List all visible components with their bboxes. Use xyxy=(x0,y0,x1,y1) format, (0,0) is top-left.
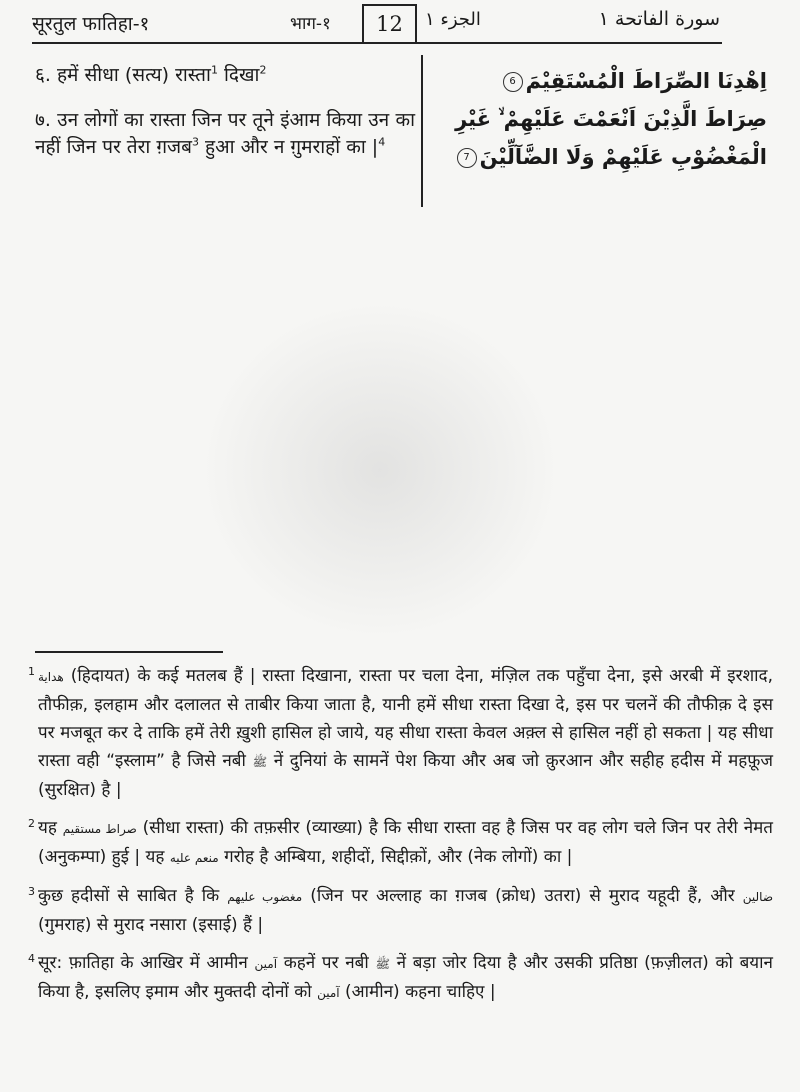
verse-6-text: ६. हमें सीधा (सत्य) रास्ता xyxy=(35,64,211,86)
footnote-text: यह xyxy=(38,818,63,838)
arabic-term: آمين xyxy=(254,957,278,971)
arabic-line-2: صِرَاطَ الَّذِيْنَ اَنْعَمْتَ عَلَيْهِمْ ۙ غَيْرِ xyxy=(455,107,767,131)
ayah-number-marker: 7 xyxy=(457,148,477,168)
footnote-text: गरोह है अम्बिया, शहीदों, सिद्दीक़ों, और (नेक लोगों) का | xyxy=(218,847,573,867)
verse-7-text-b: हुआ और न ग़ुमराहों का | xyxy=(199,136,379,158)
footnote-text: (जिन पर अल्लाह का ग़जब (क्रोध) उतरा) से मुराद यहूदी हैं, और xyxy=(302,886,743,906)
ayah-number-marker: 6 xyxy=(503,72,523,92)
verse-6-translation xyxy=(35,62,415,89)
page-number: 12 xyxy=(362,4,417,42)
footnote-rule xyxy=(35,651,223,653)
footnotes xyxy=(28,662,773,1017)
arabic-text: اِهْدِنَا الصِّرَاطَ الْمُسْتَقِيْمَ xyxy=(525,69,767,93)
bleed-through-calligraphy xyxy=(200,300,560,640)
arabic-line-3 xyxy=(432,138,767,176)
verse-7-text: ७. उन लोगों का रास्ता जिन पर तूने इंआम किया उन का नहीं जिन पर तेरा ग़जब xyxy=(35,109,415,158)
footnote-3 xyxy=(28,882,773,939)
footnote-2 xyxy=(28,814,773,872)
footnote-number: 2 xyxy=(28,817,35,830)
arabic-term: ضالين xyxy=(742,890,774,904)
translation-column xyxy=(35,62,415,179)
surah-title-hindi: सूरतुल फातिहा-१ xyxy=(32,13,150,35)
footnote-number: 4 xyxy=(28,952,35,965)
arabic-verses xyxy=(432,62,767,176)
surah-title-arabic: سورة الفاتحة ١ xyxy=(598,8,720,30)
verse-6-text-b: दिखा xyxy=(217,64,260,86)
arabic-term: هداية xyxy=(38,670,64,684)
footnote-number: 1 xyxy=(28,665,35,678)
footnote-text: नें बड़ा जोर दिया है और उसकी प्रतिष्ठा (फ़ज़ीलत) को बयान किया है, इसलिए इमाम और मुक्तदी दोनों को xyxy=(38,953,773,1002)
footnote-4 xyxy=(28,949,773,1007)
column-divider xyxy=(421,55,423,207)
footnote-text: नें दुनियां के सामनें पेश किया और अब जो क़ुरआन और सहीह हदीस में महफ़ूज (सुरक्षित) है | xyxy=(38,751,773,800)
page-header xyxy=(0,0,800,46)
salutation-glyph: ﷺ xyxy=(375,957,390,971)
arabic-term: صراط مستقيم xyxy=(62,822,137,836)
arabic-term: منعم عليه xyxy=(169,851,219,865)
footnote-text: (हिदायत) के कई मतलब हैं | रास्ता दिखाना, रास्ता पर चला देना, मंज़िल तक पहुँचा देना, इसे अरबी में इरशाद, तौफीक़, इलहाम और दलालत से ताबीर किया जाता है, यानी हमें सीधा रास्ता दिखा दे, इस पर चलनें की तौफीक़ दे इस पर मजबूत कर दे ताकि हमें तेरी ख़ुशी हासिल हो जाये, यह सीधा रास्ता केवल अक़्ल से हासिल नहीं हो सकता | यह सीधा रास्ता वही “इस्लाम” है जिसे नबी xyxy=(38,666,773,771)
arabic-text: الْمَغْضُوْبِ عَلَيْهِمْ وَلَا الضَّآلِّيْنَ xyxy=(479,145,767,169)
part-label: भाग-१ xyxy=(290,14,331,34)
salutation-glyph: ﷺ xyxy=(252,755,268,769)
footnote-ref-3[interactable]: 3 xyxy=(192,135,200,149)
footnote-ref-1[interactable]: 1 xyxy=(210,63,218,77)
juz-label-arabic: الجزء ١ xyxy=(425,9,481,30)
footnote-ref-2[interactable]: 2 xyxy=(259,63,267,77)
footnote-text: कुछ हदीसों से साबित है कि xyxy=(38,886,228,906)
arabic-term: آمين xyxy=(317,986,340,1000)
footnote-text: कहनें पर नबी xyxy=(277,953,376,973)
header-rule xyxy=(32,42,722,44)
verse-7-translation xyxy=(35,107,415,161)
footnote-1 xyxy=(28,662,773,804)
arabic-line-1 xyxy=(432,62,767,100)
arabic-term: مغضوب عليهم xyxy=(227,890,303,904)
footnote-text: (आमीन) कहना चाहिए | xyxy=(339,982,496,1002)
footnote-text: सूर: फ़ातिहा के आखिर में आमीन xyxy=(38,953,255,973)
footnote-number: 3 xyxy=(28,885,35,898)
footnote-text: (गुमराह) से मुराद नसारा (इसाई) हैं | xyxy=(38,915,264,935)
footnote-ref-4[interactable]: 4 xyxy=(378,135,386,149)
footnote-text: (सीधा रास्ता) की तफ़सीर (व्याख्या) है कि सीधा रास्ता वह है जिस पर वह लोग चले जिन पर तेरी नेमत (अनुकम्पा) हुई | यह xyxy=(38,818,773,867)
